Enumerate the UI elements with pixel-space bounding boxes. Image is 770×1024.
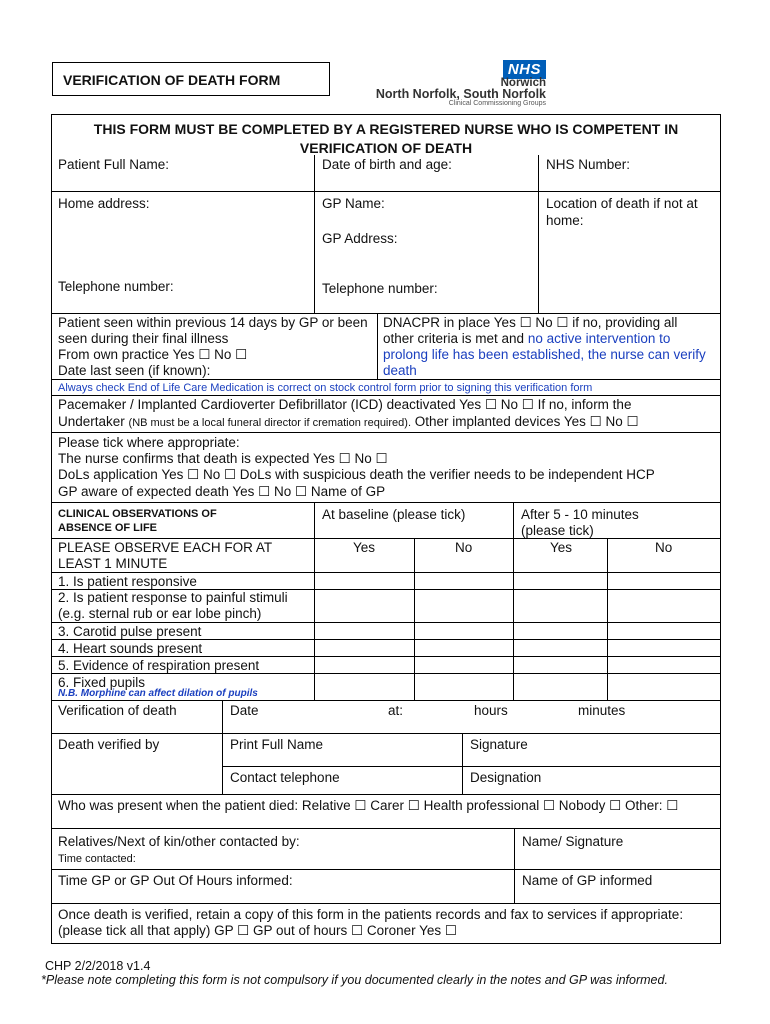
observations-heading-2: ABSENCE OF LIFE <box>58 522 158 534</box>
baseline-yes-header: Yes <box>353 540 376 555</box>
retain-instruction: Once death is verified, retain a copy of this form in the patients records and fax to services if appropriate: <box>58 907 684 922</box>
morphine-note: N.B. Morphine can affect dilation of pupils <box>58 688 258 699</box>
after-yes-header: Yes <box>550 540 573 555</box>
time-contacted-field[interactable]: Time contacted: <box>58 853 136 865</box>
death-expected-checkboxes[interactable]: The nurse confirms that death is expected Yes ☐ No ☐ <box>58 451 388 466</box>
location-of-death-label: Location of death if not at <box>546 196 698 211</box>
verification-label: Verification of death <box>58 703 177 718</box>
baseline-heading: At baseline (please tick) <box>322 507 466 522</box>
observe-instruction-2: LEAST 1 MINUTE <box>58 556 168 571</box>
verification-hours-field[interactable]: hours <box>474 703 508 718</box>
contact-telephone-field[interactable]: Contact telephone <box>230 770 340 785</box>
dnacpr-line-2: other criteria is met and no active intervention to <box>383 331 671 346</box>
observations-heading-1: CLINICAL OBSERVATIONS OF <box>58 508 217 520</box>
verification-minutes-field[interactable]: minutes <box>578 703 626 718</box>
name-gp-informed-field[interactable]: Name of GP informed <box>522 873 653 888</box>
medication-note: Always check End of Life Care Medication is correct on stock control form prior to signing this verification form <box>58 382 593 394</box>
signature-field[interactable]: Signature <box>470 737 528 752</box>
observe-instruction-1: PLEASE OBSERVE EACH FOR AT <box>58 540 273 555</box>
patient-name-field[interactable]: Patient Full Name: <box>58 157 170 172</box>
seen-line-1: Patient seen within previous 14 days by GP or been <box>58 315 368 330</box>
banner-line-1: THIS FORM MUST BE COMPLETED BY A REGISTERED NURSE WHO IS COMPETENT IN <box>93 121 679 137</box>
own-practice-checkboxes[interactable]: From own practice Yes ☐ No ☐ <box>58 347 248 362</box>
observation-item: 4. Heart sounds present <box>58 641 203 656</box>
dob-age-field[interactable]: Date of birth and age: <box>322 157 452 172</box>
print-name-field[interactable]: Print Full Name <box>230 737 324 752</box>
home-address-field[interactable]: Home address: <box>58 196 150 211</box>
undertaker-line[interactable]: Undertaker (NB must be a local funeral director if cremation required). Other implanted devices Yes ☐ No ☐ <box>58 414 639 429</box>
baseline-no-header: No <box>455 540 473 555</box>
tick-instruction: Please tick where appropriate: <box>58 435 240 450</box>
date-last-seen-field[interactable]: Date last seen (if known): <box>58 363 211 378</box>
dnacpr-checkboxes[interactable]: DNACPR in place Yes ☐ No ☐ if no, providing all <box>383 315 678 330</box>
relatives-contacted-field[interactable]: Relatives/Next of kin/other contacted by: <box>58 834 300 849</box>
retain-checkboxes[interactable]: (please tick all that apply) GP ☐ GP out of hours ☐ Coroner Yes ☐ <box>58 923 458 938</box>
footer-note: *Please note completing this form is not compulsory if you documented clearly in the notes and GP was informed. <box>41 973 668 987</box>
pacemaker-checkboxes[interactable]: Pacemaker / Implanted Cardioverter Defibrillator (ICD) deactivated Yes ☐ No ☐ If no, inform the <box>58 397 632 412</box>
nhs-badge: NHS <box>503 60 546 79</box>
nhs-number-field[interactable]: NHS Number: <box>546 157 631 172</box>
observation-item: 1. Is patient responsive <box>58 574 197 589</box>
designation-field[interactable]: Designation <box>470 770 542 785</box>
verified-by-label: Death verified by <box>58 737 160 752</box>
after-heading-2: (please tick) <box>521 523 594 538</box>
gp-telephone-field[interactable]: Telephone number: <box>322 281 438 296</box>
form-title: VERIFICATION OF DEATH FORM <box>52 62 330 96</box>
dnacpr-line-3: prolong life has been established, the nurse can verify <box>383 347 706 362</box>
time-gp-informed-field[interactable]: Time GP or GP Out Of Hours informed: <box>58 873 293 888</box>
location-of-death-field[interactable]: home: <box>546 213 584 228</box>
gp-address-field[interactable]: GP Address: <box>322 231 398 246</box>
observation-item: (e.g. sternal rub or ear lobe pinch) <box>58 606 262 621</box>
dnacpr-line-4: death <box>383 363 417 378</box>
who-present-checkboxes[interactable]: Who was present when the patient died: Relative ☐ Carer ☐ Health professional ☐ Nobody ☐ Other: ☐ <box>58 798 679 813</box>
banner-line-2: VERIFICATION OF DEATH <box>299 140 473 156</box>
after-heading-1: After 5 - 10 minutes <box>521 507 639 522</box>
verification-at-label: at: <box>388 703 404 718</box>
name-signature-field[interactable]: Name/ Signature <box>522 834 624 849</box>
logo-line-3: Clinical Commissioning Groups <box>448 100 546 107</box>
logo-line-1: Norwich <box>500 77 546 89</box>
gp-aware-checkboxes[interactable]: GP aware of expected death Yes ☐ No ☐ Name of GP <box>58 484 386 499</box>
verification-date-field[interactable]: Date <box>230 703 259 718</box>
seen-line-2: seen during their final illness <box>58 331 229 346</box>
observation-item: 2. Is patient response to painful stimuli <box>58 590 288 605</box>
observation-item: 3. Carotid pulse present <box>58 624 202 639</box>
version-label: CHP 2/2/2018 v1.4 <box>45 959 151 973</box>
patient-telephone-field[interactable]: Telephone number: <box>58 279 174 294</box>
dols-checkboxes[interactable]: DoLs application Yes ☐ No ☐ DoLs with suspicious death the verifier needs to be independent HCP <box>58 467 655 482</box>
logo-line-2: North Norfolk, South Norfolk <box>375 87 546 101</box>
observation-item: 6. Fixed pupils <box>58 675 146 690</box>
gp-name-field[interactable]: GP Name: <box>322 196 385 211</box>
after-no-header: No <box>655 540 673 555</box>
nhs-logo <box>366 60 552 106</box>
observation-item: 5. Evidence of respiration present <box>58 658 260 673</box>
